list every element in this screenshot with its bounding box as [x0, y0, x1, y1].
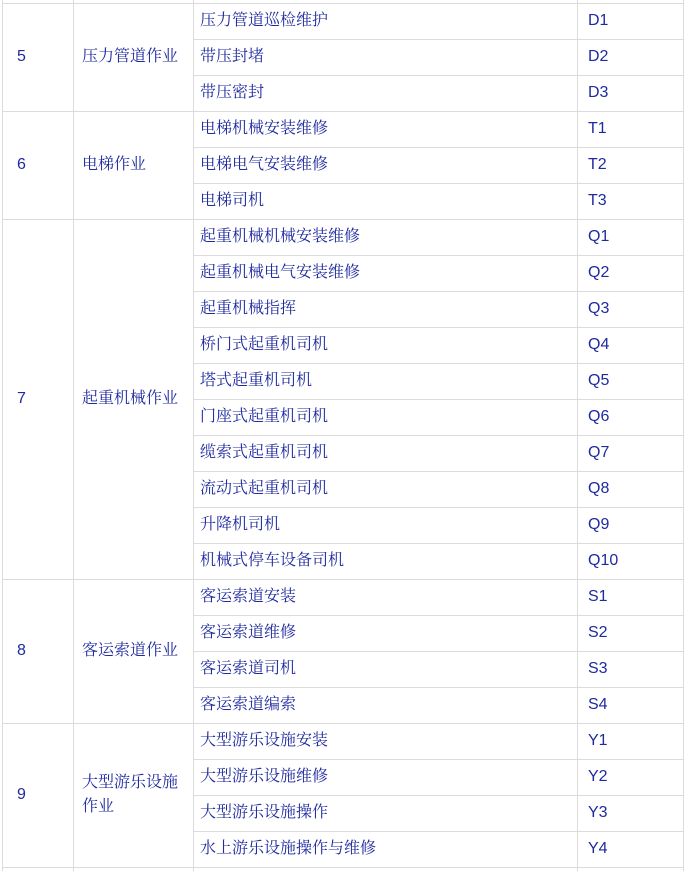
partial-cell — [194, 867, 578, 871]
item-name-cell: 客运索道维修 — [194, 615, 578, 651]
item-name-cell: 客运索道司机 — [194, 651, 578, 687]
item-name-cell: 大型游乐设施操作 — [194, 795, 578, 831]
item-code-cell: S4 — [578, 687, 684, 723]
category-cell: 客运索道作业 — [74, 579, 194, 723]
item-code-cell: Q8 — [578, 471, 684, 507]
item-name-cell: 门座式起重机司机 — [194, 399, 578, 435]
item-code-cell: Q2 — [578, 255, 684, 291]
item-code-cell: Y4 — [578, 831, 684, 867]
serial-number-cell: 6 — [3, 111, 74, 219]
partial-cell — [74, 867, 194, 871]
item-code-cell: T3 — [578, 183, 684, 219]
item-name-cell: 大型游乐设施安装 — [194, 723, 578, 759]
item-name-cell: 电梯电气安装维修 — [194, 147, 578, 183]
item-name-cell: 升降机司机 — [194, 507, 578, 543]
item-code-cell: Q3 — [578, 291, 684, 327]
partial-cell — [3, 867, 74, 871]
item-name-cell: 客运索道安装 — [194, 579, 578, 615]
item-name-cell: 起重机械指挥 — [194, 291, 578, 327]
table-row — [3, 111, 684, 147]
item-code-cell: Q9 — [578, 507, 684, 543]
item-code-cell: Q5 — [578, 363, 684, 399]
special-operations-table — [2, 0, 684, 871]
item-name-cell: 带压封堵 — [194, 39, 578, 75]
item-name-cell: 起重机械电气安装维修 — [194, 255, 578, 291]
item-code-cell: Q1 — [578, 219, 684, 255]
item-name-cell: 客运索道编索 — [194, 687, 578, 723]
table-row — [3, 723, 684, 759]
category-cell: 压力管道作业 — [74, 3, 194, 111]
item-code-cell: D1 — [578, 3, 684, 39]
item-code-cell: Y2 — [578, 759, 684, 795]
category-cell: 起重机械作业 — [74, 219, 194, 579]
item-name-cell: 机械式停车设备司机 — [194, 543, 578, 579]
item-code-cell: S1 — [578, 579, 684, 615]
item-name-cell: 电梯机械安装维修 — [194, 111, 578, 147]
table-row — [3, 219, 684, 255]
item-code-cell: T2 — [578, 147, 684, 183]
table-row — [3, 579, 684, 615]
item-name-cell: 带压密封 — [194, 75, 578, 111]
serial-number-cell: 9 — [3, 723, 74, 867]
item-name-cell: 缆索式起重机司机 — [194, 435, 578, 471]
item-code-cell: S3 — [578, 651, 684, 687]
item-code-cell: Y1 — [578, 723, 684, 759]
item-name-cell: 桥门式起重机司机 — [194, 327, 578, 363]
item-code-cell: S2 — [578, 615, 684, 651]
item-name-cell: 压力管道巡检维护 — [194, 3, 578, 39]
item-code-cell: T1 — [578, 111, 684, 147]
table-row — [3, 3, 684, 39]
item-code-cell: D2 — [578, 39, 684, 75]
item-code-cell: Q7 — [578, 435, 684, 471]
item-name-cell: 塔式起重机司机 — [194, 363, 578, 399]
item-code-cell: Q4 — [578, 327, 684, 363]
partial-row-bottom — [3, 867, 684, 871]
item-code-cell: Y3 — [578, 795, 684, 831]
category-cell: 电梯作业 — [74, 111, 194, 219]
item-code-cell: Q6 — [578, 399, 684, 435]
item-code-cell: Q10 — [578, 543, 684, 579]
item-code-cell: D3 — [578, 75, 684, 111]
category-cell: 大型游乐设施作业 — [74, 723, 194, 867]
item-name-cell: 水上游乐设施操作与维修 — [194, 831, 578, 867]
item-name-cell: 电梯司机 — [194, 183, 578, 219]
item-name-cell: 大型游乐设施维修 — [194, 759, 578, 795]
item-name-cell: 流动式起重机司机 — [194, 471, 578, 507]
serial-number-cell: 5 — [3, 3, 74, 111]
partial-cell — [578, 867, 684, 871]
serial-number-cell: 8 — [3, 579, 74, 723]
item-name-cell: 起重机械机械安装维修 — [194, 219, 578, 255]
serial-number-cell: 7 — [3, 219, 74, 579]
